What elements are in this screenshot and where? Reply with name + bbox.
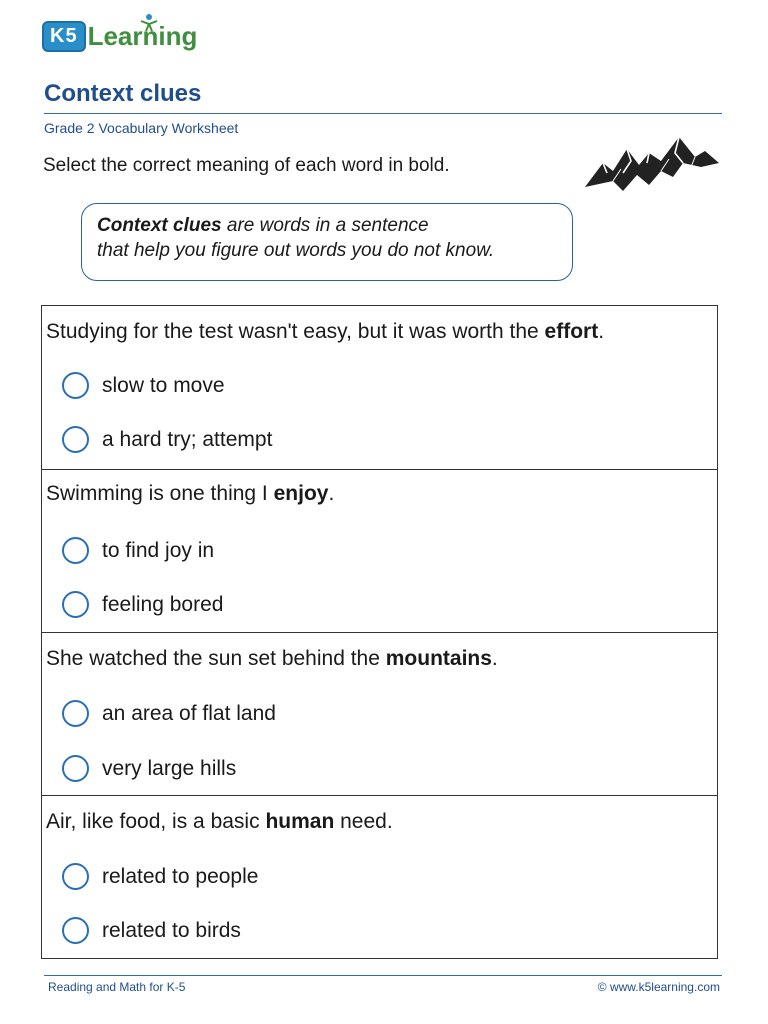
sentence-after: . <box>328 482 335 505</box>
answer-option[interactable] <box>62 591 223 618</box>
footer-divider <box>44 975 722 976</box>
sentence-before: Swimming is one thing I <box>46 482 274 505</box>
sentence-before: She watched the sun set behind the <box>46 647 386 670</box>
question-sentence <box>46 482 334 506</box>
question-2 <box>42 469 717 632</box>
option-label: related to birds <box>102 918 241 942</box>
option-label: related to people <box>102 864 259 888</box>
logo-wordmark: Learning <box>87 20 198 51</box>
question-1 <box>42 306 717 469</box>
sentence-after: . <box>491 647 498 670</box>
sentence-before: Air, like food, is a basic <box>46 810 266 833</box>
bold-word: mountains <box>385 647 492 670</box>
bold-word: effort <box>544 320 599 343</box>
radio-circle-icon[interactable] <box>62 591 89 618</box>
question-3 <box>42 632 717 795</box>
answer-option[interactable] <box>62 372 225 399</box>
answer-option[interactable] <box>62 700 276 727</box>
footer-website-link[interactable]: © www.k5learning.com <box>597 980 720 994</box>
option-label: an area of flat land <box>102 701 276 725</box>
logo-k5-badge: K5 <box>42 21 86 52</box>
logo-figure-icon <box>138 12 160 32</box>
answer-option[interactable] <box>62 863 258 890</box>
radio-circle-icon[interactable] <box>62 537 89 564</box>
answer-option[interactable] <box>62 917 241 944</box>
bold-word: enjoy <box>273 482 329 505</box>
question-4 <box>42 795 717 958</box>
definition-line-1 <box>97 213 572 238</box>
answer-option[interactable] <box>62 426 272 453</box>
instructions-text: Select the correct meaning of each word in bold. <box>43 155 450 176</box>
title-divider <box>44 113 722 114</box>
definition-line-1-rest: are words in a sentence <box>221 215 429 236</box>
sentence-after: need. <box>334 810 393 833</box>
question-sentence <box>46 647 498 671</box>
radio-circle-icon[interactable] <box>62 863 89 890</box>
k5-learning-logo <box>42 16 197 56</box>
definition-line-2: that help you figure out words you do not know. <box>97 240 495 261</box>
radio-circle-icon[interactable] <box>62 755 89 782</box>
radio-circle-icon[interactable] <box>62 372 89 399</box>
bold-word: human <box>265 810 335 833</box>
sentence-after: . <box>598 320 605 343</box>
page-title: Context clues <box>44 80 202 107</box>
option-label: feeling bored <box>102 592 224 616</box>
definition-term: Context clues <box>97 215 222 236</box>
mountains-illustration-icon <box>583 133 723 195</box>
footer-tagline: Reading and Math for K-5 <box>48 980 186 994</box>
option-label: very large hills <box>102 756 237 780</box>
question-sentence <box>46 320 604 344</box>
context-clues-definition-box <box>81 203 573 281</box>
option-label: a hard try; attempt <box>102 427 273 451</box>
option-label: to find joy in <box>102 538 215 562</box>
radio-circle-icon[interactable] <box>62 917 89 944</box>
answer-option[interactable] <box>62 537 214 564</box>
answer-option[interactable] <box>62 755 236 782</box>
radio-circle-icon[interactable] <box>62 700 89 727</box>
worksheet-subtitle: Grade 2 Vocabulary Worksheet <box>44 120 239 136</box>
option-label: slow to move <box>102 373 225 397</box>
sentence-before: Studying for the test wasn't easy, but it was worth the <box>46 320 545 343</box>
question-sentence <box>46 810 393 834</box>
questions-table <box>41 305 718 959</box>
radio-circle-icon[interactable] <box>62 426 89 453</box>
